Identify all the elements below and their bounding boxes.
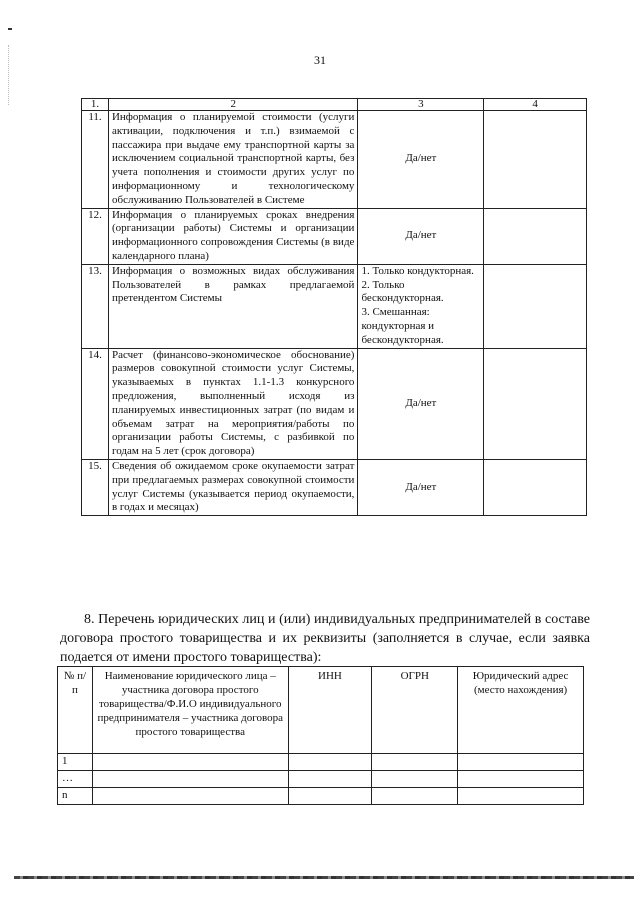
header-row [82, 99, 587, 111]
table-row [82, 111, 587, 209]
inn-cell[interactable] [288, 754, 372, 771]
row-value-cell[interactable] [484, 111, 587, 209]
table-row [82, 348, 587, 459]
row-answer: Да/нет [358, 208, 484, 264]
address-cell[interactable] [458, 788, 584, 805]
row-value-cell[interactable] [484, 459, 587, 515]
column-header: 3 [358, 99, 484, 111]
answer-option: 2. Только бескондукторная. [361, 278, 444, 305]
column-header: 2 [108, 99, 357, 111]
row-number: 14. [82, 348, 109, 459]
column-header: Наименование юридического лица – участника договора простого товарищества/Ф.И.О индивидуального предпринимателя – участника договора простого товарищества [92, 667, 288, 754]
row-answer-options [358, 264, 484, 348]
name-cell[interactable] [92, 754, 288, 771]
row-answer: Да/нет [358, 111, 484, 209]
page-number: 31 [314, 53, 326, 67]
name-cell[interactable] [92, 788, 288, 805]
header-row [58, 667, 584, 754]
participants-table [57, 666, 584, 805]
name-cell[interactable] [92, 771, 288, 788]
table-row [82, 208, 587, 264]
ogrn-cell[interactable] [372, 771, 458, 788]
row-description: Информация о планируемых сроках внедрения (организации работы) Системы и организации информационного сопровождения Системы (в виде календарного плана) [108, 208, 357, 264]
row-number: n [58, 788, 93, 805]
section-8-paragraph: 8. Перечень юридических лиц и (или) индивидуальных предпринимателей в составе договора простого товарищества и их реквизиты (заполняется в случае, если заявка подается от имени простого товарищества): [60, 612, 590, 665]
row-number: 11. [82, 111, 109, 209]
row-value-cell[interactable] [484, 264, 587, 348]
row-value-cell[interactable] [484, 208, 587, 264]
row-number: 13. [82, 264, 109, 348]
row-number: 1 [58, 754, 93, 771]
scan-mark [8, 28, 12, 30]
column-header: № п/п [58, 667, 93, 754]
table-row [58, 788, 584, 805]
row-answer: Да/нет [358, 348, 484, 459]
ogrn-cell[interactable] [372, 788, 458, 805]
column-header: 1. [82, 99, 109, 111]
answer-option: 1. Только кондукторная. [361, 264, 474, 277]
row-number: … [58, 771, 93, 788]
table-row [58, 771, 584, 788]
column-header: ОГРН [372, 667, 458, 754]
address-cell[interactable] [458, 754, 584, 771]
row-number: 15. [82, 459, 109, 515]
row-number: 12. [82, 208, 109, 264]
row-description: Информация о возможных видах обслуживания Пользователей в рамках предлагаемой претендентом Системы [108, 264, 357, 348]
table-row [82, 264, 587, 348]
row-description: Расчет (финансово-экономическое обоснование) размеров совокупной стоимости услуг Системы, указываемых в пунктах 1.1-1.3 конкурсного предложения, выполненный исходя из планируемых инвестиционных затрат (по видам и объемам затрат на мероприятия/работы по организации работы Системы, с разбивкой по годам на 5 лет (срок договора) [108, 348, 357, 459]
row-description: Информация о планируемой стоимости (услуги активации, подключения и т.п.) взимаемой с пассажира при выдаче ему транспортной карты за исключением социальной транспортной карты, без учета пополнения и стоимости других услуг по информационному и технологическому обслуживанию Пользователей в Системе [108, 111, 357, 209]
scan-bottom-edge [14, 876, 634, 879]
column-header: Юридический адрес (место нахождения) [458, 667, 584, 754]
column-header: ИНН [288, 667, 372, 754]
ogrn-cell[interactable] [372, 754, 458, 771]
requirements-table [81, 98, 587, 516]
row-description: Сведения об ожидаемом сроке окупаемости затрат при предлагаемых размерах совокупной стоимости услуг Системы (указывается период окупаемости, в годах и месяцах) [108, 459, 357, 515]
table-row [58, 754, 584, 771]
row-value-cell[interactable] [484, 348, 587, 459]
inn-cell[interactable] [288, 788, 372, 805]
answer-option: 3. Смешанная: кондукторная и бескондукторная. [361, 306, 444, 346]
row-answer: Да/нет [358, 459, 484, 515]
table-row [82, 459, 587, 515]
inn-cell[interactable] [288, 771, 372, 788]
address-cell[interactable] [458, 771, 584, 788]
column-header: 4 [484, 99, 587, 111]
